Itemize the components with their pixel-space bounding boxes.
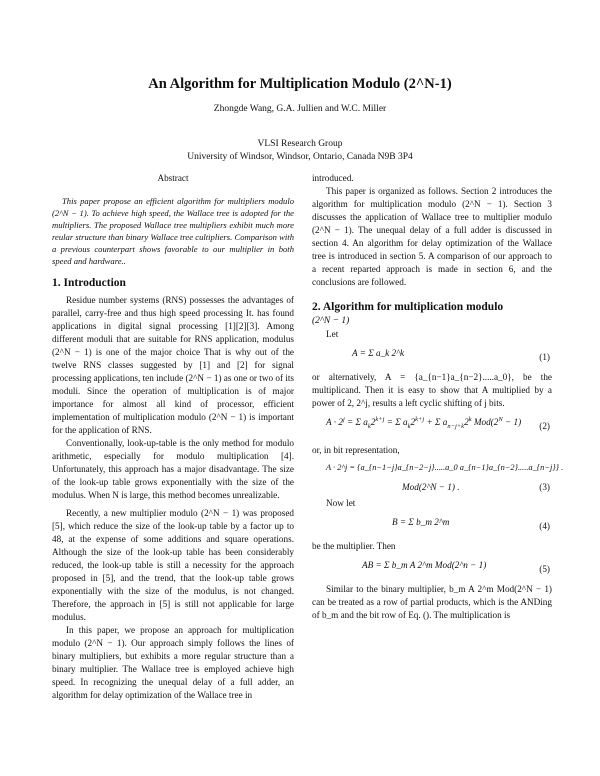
multiplicand-text: or alternatively, A = {a_{n−1}a_{n−2}.....a_0}, be the multiplicand. Then it is easy to show that A multiplied by a power of 2, 2^j, results a left cyclic shifting of j bits.	[312, 372, 552, 408]
affiliation-group: VLSI Research Group	[257, 139, 343, 149]
equation-3	[312, 457, 564, 477]
abstract-heading: Abstract	[157, 173, 189, 183]
partial-products-paragraph: Similar to the binary multiplier, b_m A 2^m Mod(2^N − 1) can be treated as a row of partial products, which is the ANDing of b_m and the bit row of Eq. (). The multiplication is	[312, 584, 552, 620]
section-1-heading: 1. Introduction	[52, 277, 126, 289]
equation-1-body: A = Σ a_k 2^k	[352, 348, 405, 358]
bit-representation-text: or, in bit representation,	[312, 445, 400, 455]
equation-4	[312, 510, 552, 540]
right-column	[312, 172, 564, 622]
intro-paragraph-2: Conventionally, look-up-table is the only method for modulo arithmetic, especially for modulo multiplication [4]. Unfortunately, this approach has a major disadvantage. The size of the look-up table grows exponentially with the size of the modulus. When N is large, this method becomes unrealizable.	[52, 438, 294, 500]
equation-5	[312, 553, 552, 583]
left-column	[52, 172, 294, 702]
intro-paragraph-4: In this paper, we propose an approach for multiplication modulo (2^N − 1). Our approach simply follows the lines of binary multipliers, but exhibits a more regular structure than a binary multiplier. The Wallace tree is employed achieve high speed. In recognizing the unequal delay of a full adder, an algorithm for delay optimization of the Wallace tree in	[52, 625, 294, 700]
multiplier-text: be the multiplier. Then	[312, 541, 396, 551]
intro-paragraph-1: Residue number systems (RNS) possesses the advantages of parallel, carry-free and thus high speed processing It. has found applications in digital signal processing [1][2][3]. Among different moduli that are suitable for RNS application, modulus (2^N − 1) is one of the major choice That is why out of the twelve RNS classes suggested by [1] and [2] for signal processing applications, ten include (2^N − 1) as one or two of its moduli. Since the operation of multiplication is of major importance for almost all kind of processor, efficient implementation of multiplication modulo (2^N − 1) is important for the application of RNS.	[52, 295, 294, 435]
equation-2	[312, 410, 552, 444]
affiliation-address: University of Windsor, Windsor, Ontario, Canada N9B 3P4	[187, 152, 413, 162]
section-2-heading: 2. Algorithm for multiplication modulo (2^N − 1)	[312, 301, 504, 326]
paper-title: An Algorithm for Multiplication Modulo (2^N-1)	[148, 76, 452, 92]
equation-1-number: (1)	[539, 352, 550, 362]
equation-5-number: (5)	[539, 564, 550, 574]
equation-2-number: (2)	[539, 421, 550, 431]
equation-3-number: (3)	[539, 482, 550, 492]
intro-paragraph-3: Recently, a new multiplier modulo (2^N − 1) was proposed [5], which reduce the size of the look-up table by a factor up to 48, at the expense of some additions and square operations. Although the size of the look-up table has been considerably reduced, the look-up table is still a necessity for the approach proposed in [5], and the trend, that the look-up table grows exponentially with the size of the modulus, is not changed. Therefore, the approach in [5] is still not applicable for large modulus.	[52, 508, 294, 622]
authors: Zhongde Wang, G.A. Jullien and W.C. Miller	[213, 104, 387, 114]
let-text: Let	[326, 329, 339, 339]
intro-continuation: introduced.	[312, 173, 354, 183]
equation-1	[312, 341, 552, 371]
equation-2-body: $A \cdot 2^j = \Sigma$ $a_k2^{k+j} = \Sigma$ $a_k2^{k+j} + \Sigma$ $a_{n-j+k}2^k$ $Mod(2^N - 1)$	[326, 415, 522, 430]
equation-3-mod: Mod(2^N − 1) . (3)	[402, 482, 550, 492]
abstract-text: This paper propose an efficient algorithm for multipliers modulo (2^N − 1). To achieve high speed, the Wallace tree is adopted for the multipliers. The proposed Wallace tree multipliers exhibit much more reular structure than binary Wallace tree cultipliers. Comparison with a previous counterpart shows favorable to our multiplier in both speed and hardware..	[52, 196, 295, 266]
equation-5-body: AB = Σ b_m A 2^m Mod(2^n − 1)	[362, 560, 487, 570]
equation-3-body: A · 2^j = {a_{n−1−j}a_{n−2−j}.....a_0 a_{n−1}a_{n−2}.....a_{n−j}} .	[326, 463, 564, 472]
modulus-expression: (2^N − 1)	[52, 208, 87, 218]
equation-4-body: B = Σ b_m 2^m	[392, 517, 450, 527]
organization-paragraph: This paper is organized as follows. Section 2 introduces the algorithm for multiplication modulo (2^N − 1). Section 3 discusses the application of Wallace tree to multiplier modulo (2^N − 1). The unequal delay of a full adder is discussed in section 4. An algorithm for delay optimization of the Wallace tree is introduced in section 5. A comparison of our approach to a recent reparted approach is made in section 6, and the conclusions are followed.	[312, 186, 552, 287]
equation-4-number: (4)	[539, 521, 550, 531]
now-let-text: Now let	[326, 498, 356, 508]
